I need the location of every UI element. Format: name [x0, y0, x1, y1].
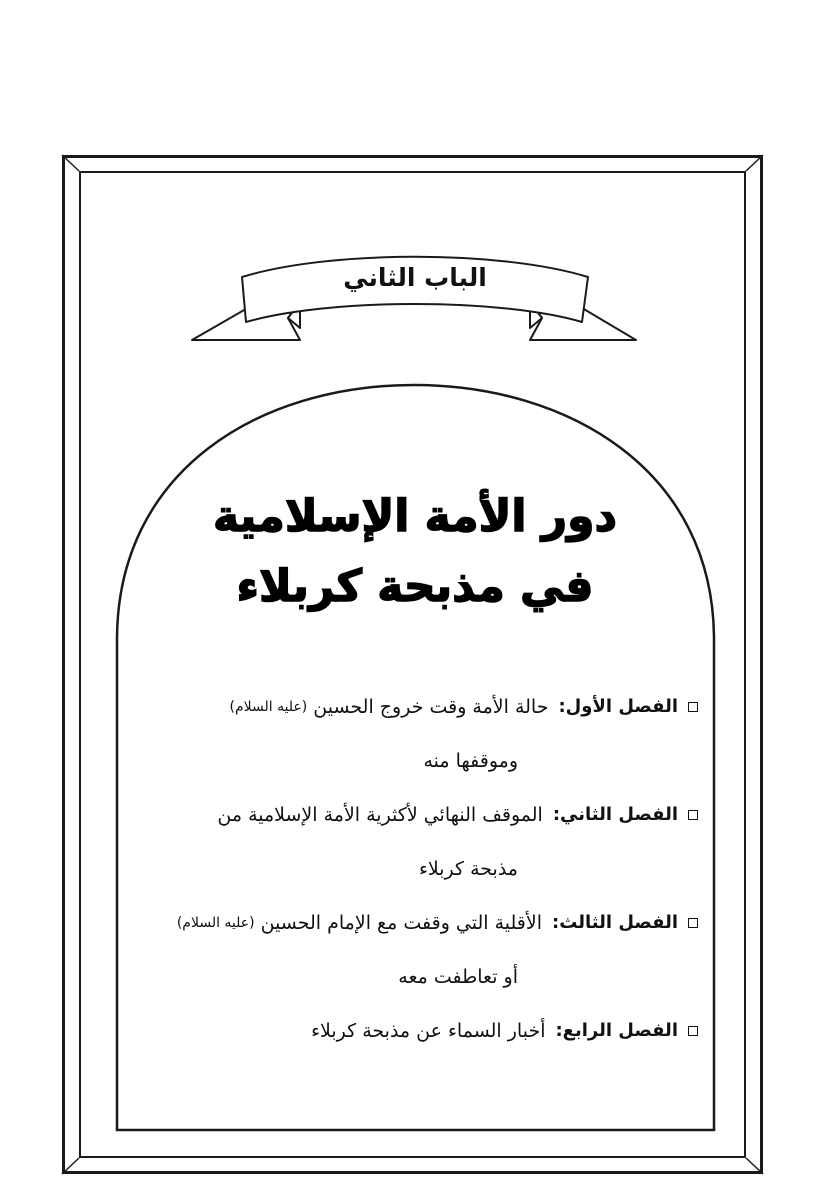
chapter-title-continued: مذبحة كربلاء — [418, 858, 518, 880]
chapter-list — [120, 680, 698, 1058]
chapter-item-2 — [120, 788, 698, 896]
chapter-label: الفصل الأول: — [558, 696, 678, 717]
chapter-line — [120, 896, 698, 950]
square-bullet-icon — [688, 918, 698, 928]
chapter-title: حالة الأمة وقت خروج الحسين — [313, 696, 549, 718]
page-title-line-2: في مذبحة كربلاء — [236, 561, 594, 612]
chapter-label: الفصل الثالث: — [552, 912, 678, 933]
chapter-title-note: (عليه السلام) — [176, 915, 255, 931]
chapter-line — [120, 1004, 698, 1058]
square-bullet-icon — [688, 1026, 698, 1036]
chapter-label: الفصل الرابع: — [555, 1020, 678, 1041]
chapter-title: الموقف النهائي لأكثرية الأمة الإسلامية من — [217, 804, 543, 826]
chapter-item-1 — [120, 680, 698, 788]
square-bullet-icon — [688, 702, 698, 712]
chapter-title: أخبار السماء عن مذبحة كربلاء — [311, 1020, 546, 1042]
chapter-title-note: (عليه السلام) — [229, 699, 308, 715]
page-title-line-1: دور الأمة الإسلامية — [212, 491, 618, 542]
chapter-line — [120, 680, 698, 734]
part-banner-label: الباب الثاني — [343, 263, 487, 292]
chapter-item-3 — [120, 896, 698, 1004]
chapter-title: الأقلية التي وقفت مع الإمام الحسين — [260, 912, 542, 934]
chapter-title-continued: وموقفها منه — [423, 750, 518, 772]
square-bullet-icon — [688, 810, 698, 820]
chapter-line — [120, 788, 698, 842]
chapter-title-continued: أو تعاطفت معه — [398, 966, 518, 988]
chapter-item-4 — [120, 1004, 698, 1058]
chapter-label: الفصل الثاني: — [552, 804, 678, 825]
